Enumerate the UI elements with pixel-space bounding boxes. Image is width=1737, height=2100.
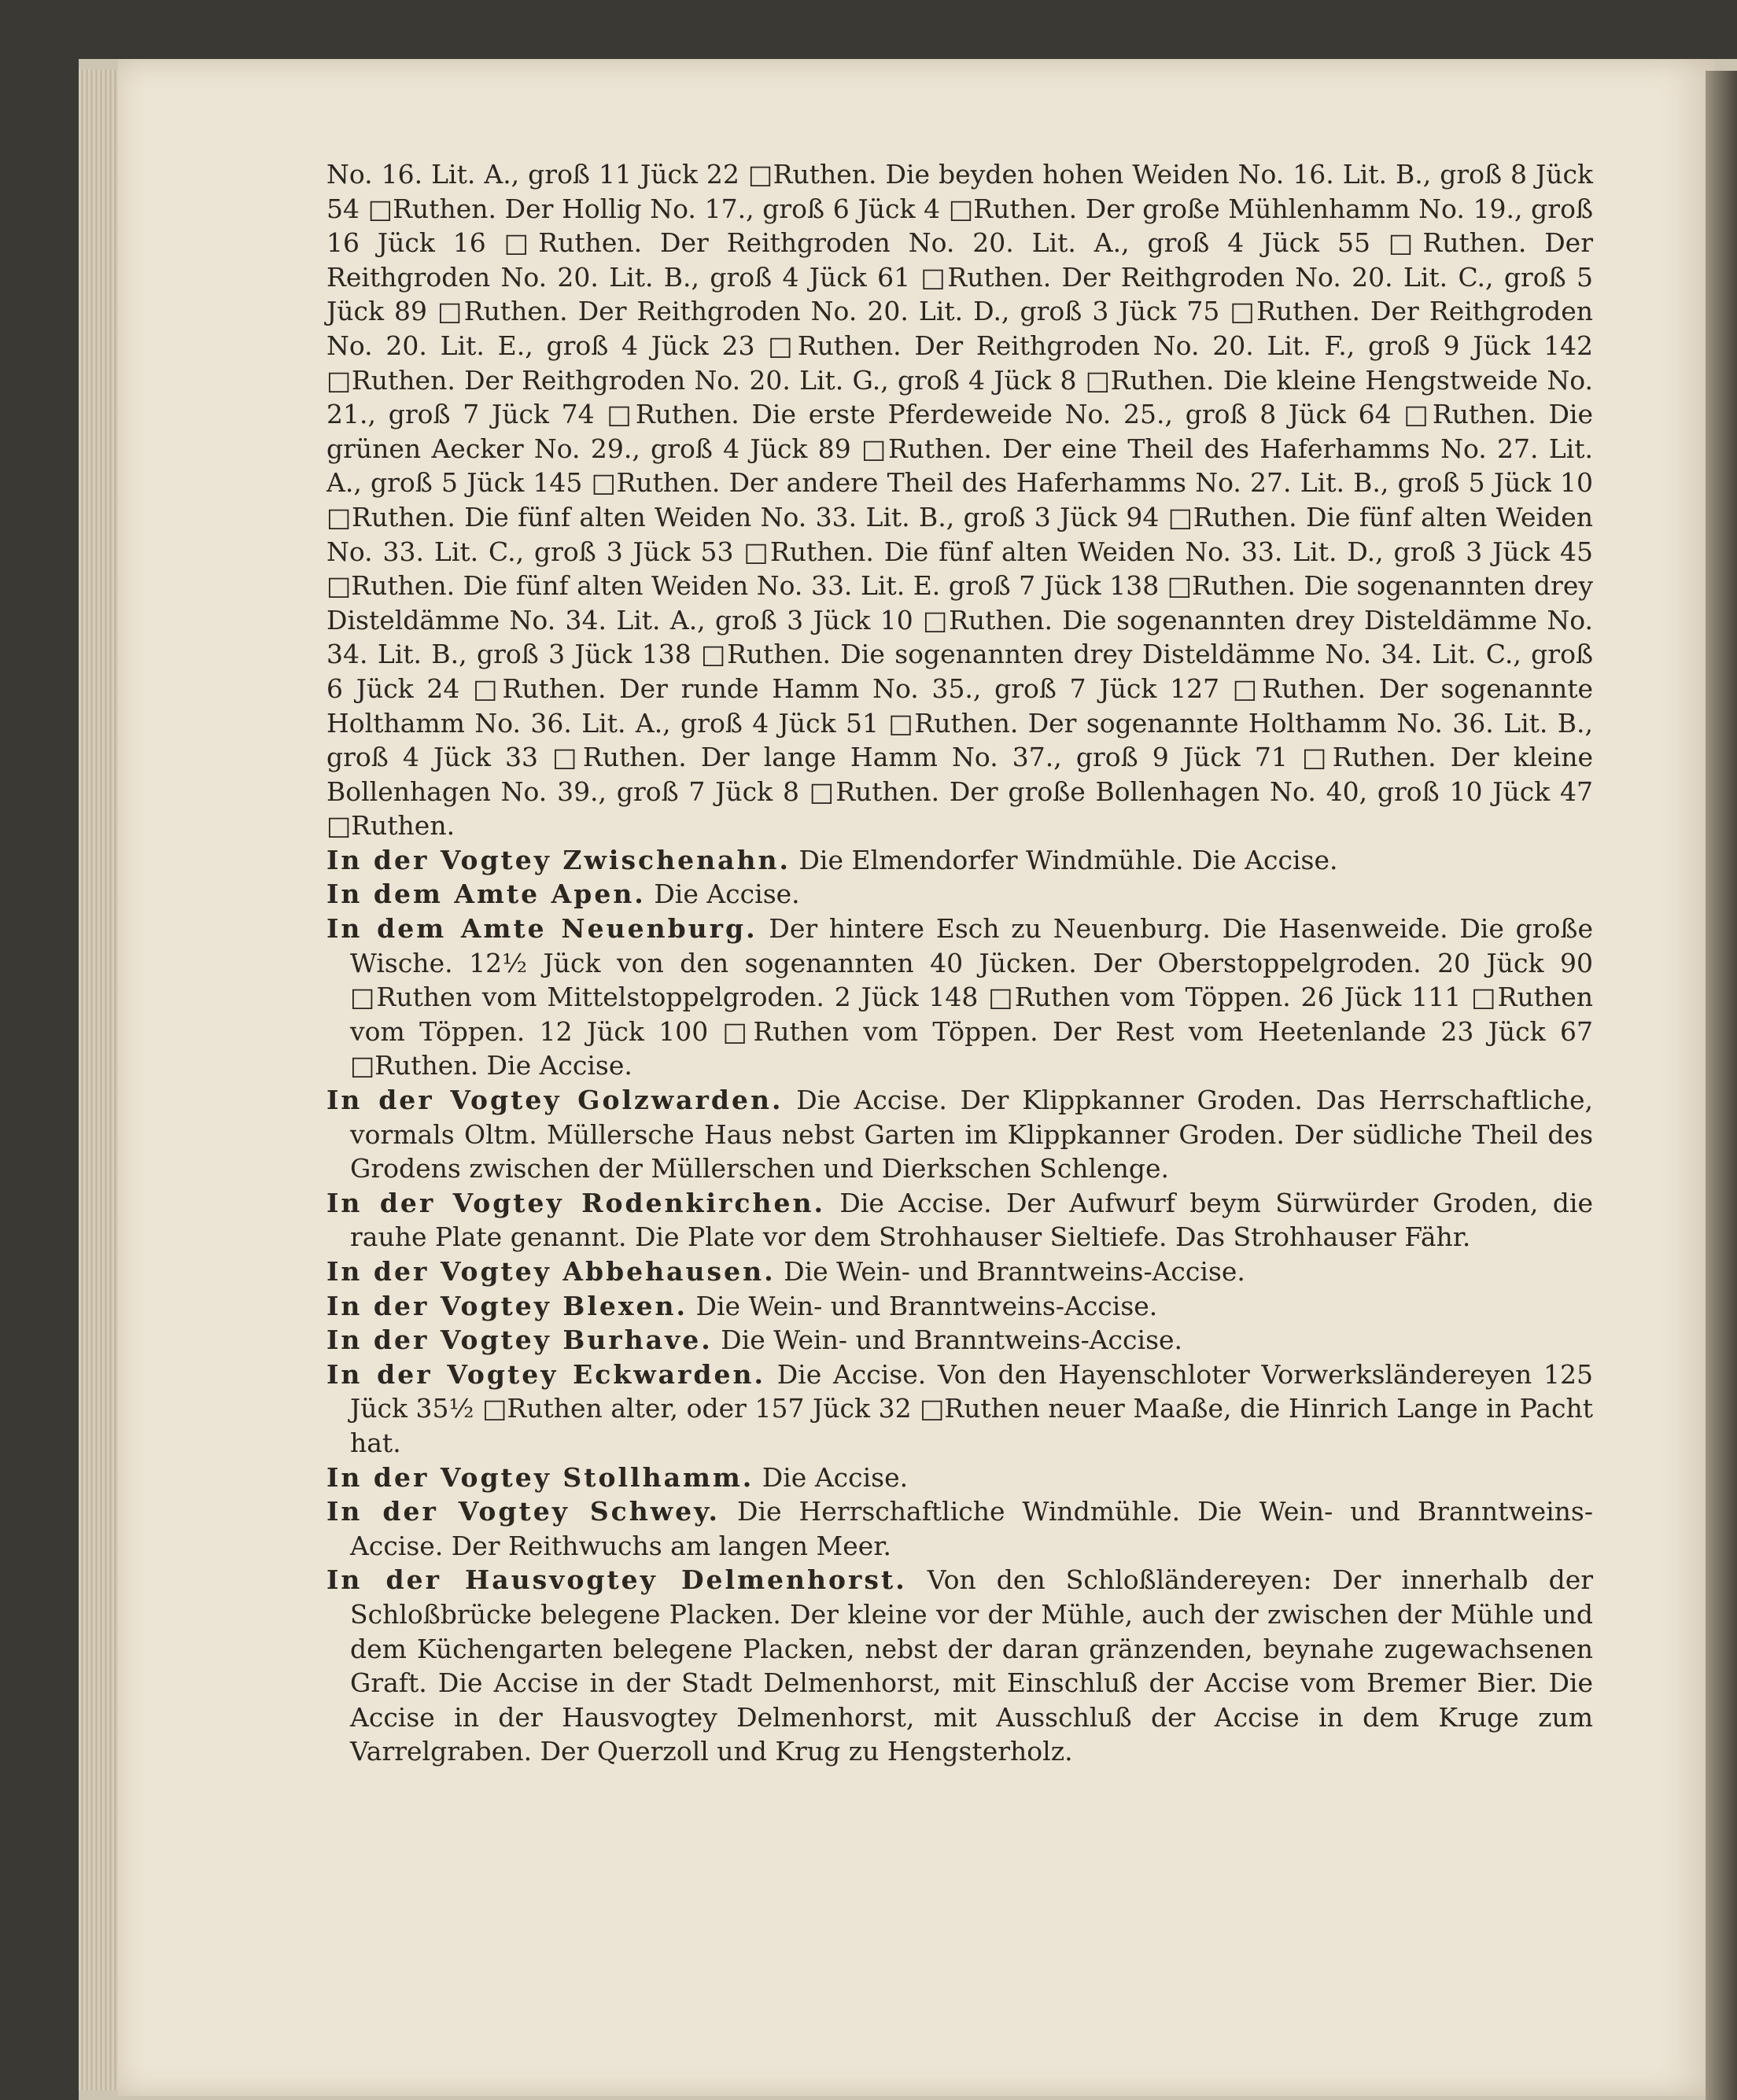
entry-text: Die Accise. Der Klippkanner Groden. Das Herrschaftliche, vormals Oltm. Müllersche Haus nebst Garten im Klippkanner Groden. Der südliche Theil des Grodens zwischen der Müllerschen und Dierkschen Schlenge. [350,1085,1594,1184]
entry-neuenburg [326,912,1593,1083]
entry-text: Die Accise. Von den Hayenschloter Vorwerksländereyen 125 Jück 35½ □Ruthen alter, oder 157 Jück 32 □Ruthen neuer Maaße, die Hinrich Lange in Pacht hat. [350,1358,1593,1458]
entry-rodenkirchen [326,1186,1593,1254]
opening-paragraph: No. 16. Lit. A., groß 11 Jück 22 □Ruthen. Die beyden hohen Weiden No. 16. Lit. B., groß 8 Jück 54 □Ruthen. Der Hollig No. 17., groß 6 Jück 4 □Ruthen. Der große Mühlenhamm No. 19., groß 16 Jück 16 □Ruthen. Der Reithgroden No. 20. Lit. A., groß 4 Jück 55 □Ruthen. Der Reithgroden No. 20. Lit. B., groß 4 Jück 61 □Ruthen. Der Reithgroden No. 20. Lit. C., groß 5 Jück 89 □Ruthen. Der Reithgroden No. 20. Lit. D., groß 3 Jück 75 □Ruthen. Der Reithgroden No. 20. Lit. E., groß 4 Jück 23 □Ruthen. Der Reithgroden No. 20. Lit. F., groß 9 Jück 142 □Ruthen. Der Reithgroden No. 20. Lit. G., groß 4 Jück 8 □Ruthen. Die kleine Hengstweide No. 21., groß 7 Jück 74 □Ruthen. Die erste Pferdeweide No. 25., groß 8 Jück 64 □Ruthen. Die grünen Aecker No. 29., groß 4 Jück 89 □Ruthen. Der eine Theil des Haferhamms No. 27. Lit. A., groß 5 Jück 145 □Ruthen. Der andere Theil des Haferhamms No. 27. Lit. B., groß 5 Jück 10 □Ruthen. Die fünf alten Weiden No. 33. Lit. B., groß 3 Jück 94 □Ruthen. Die fünf alten Weiden No. 33. Lit. C., groß 3 Jück 53 □Ruthen. Die fünf alten Weiden No. 33. Lit. D., groß 3 Jück 45 □Ruthen. Die fünf alten Weiden No. 33. Lit. E. groß 7 Jück 138 □Ruthen. Die sogenannten drey Disteldämme No. 34. Lit. A., groß 3 Jück 10 □Ruthen. Die sogenannten drey Disteldämme No. 34. Lit. B., groß 3 Jück 138 □Ruthen. Die sogenannten drey Disteldämme No. 34. Lit. C., groß 6 Jück 24 □Ruthen. Der runde Hamm No. 35., groß 7 Jück 127 □Ruthen. Der sogenannte Holthamm No. 36. Lit. A., groß 4 Jück 51 □Ruthen. Der sogenannte Holthamm No. 36. Lit. B., groß 4 Jück 33 □Ruthen. Der lange Hamm No. 37., groß 9 Jück 71 □Ruthen. Der kleine Bollenhagen No. 39., groß 7 Jück 8 □Ruthen. Der große Bollenhagen No. 40, groß 10 Jück 47 □Ruthen. [326,159,1593,842]
entry-lead: In dem Amte Neuenburg. [326,913,758,945]
entry-blexen [326,1289,1593,1324]
entry-delmenhorst [326,1563,1593,1769]
entry-lead: In der Vogtey Abbehausen. [326,1256,776,1287]
entry-text: Von den Schloßländereyen: Der innerhalb der Schloßbrücke belegene Placken. Der kleine vor der Mühle, auch der zwischen der Mühle und dem Küchengarten belegene Placken, nebst der daran gränzenden, beynahe zugewachsenen Graft. Die Accise in der Stadt Delmenhorst, mit Einschluß der Accise vom Bremer Bier. Die Accise in der Hausvogtey Delmenhorst, mit Ausschluß der Accise in dem Kruge zum Varrelgraben. Der Querzoll und Krug zu Hengsterholz. [350,1564,1593,1767]
entry-lead: In der Vogtey Blexen. [326,1290,688,1321]
entry-lead: In der Vogtey Rodenkirchen. [326,1187,825,1218]
entry-text: Die Wein- und Branntweins-Accise. [721,1324,1183,1356]
entry-lead: In der Hausvogtey Delmenhorst. [326,1564,907,1596]
entry-stollhamm [326,1461,1593,1495]
entry-lead: In der Vogtey Zwischenahn. [326,844,791,875]
entry-lead: In der Vogtey Stollhamm. [326,1461,754,1493]
entry-text: Die Herrschaftliche Windmühle. Die Wein- und Branntweins-Accise. Der Reithwuchs am langen Meer. [350,1496,1594,1561]
entry-lead: In der Vogtey Eckwarden. [326,1358,765,1390]
entry-text: Die Elmendorfer Windmühle. Die Accise. [798,844,1338,875]
entry-text: Die Wein- und Branntweins-Accise. [784,1256,1245,1287]
entry-zwischenahn [326,843,1593,878]
text-block [326,157,1593,1769]
entry-lead: In der Vogtey Schwey. [326,1496,721,1527]
entry-text: Die Accise. [762,1461,909,1493]
entry-lead: In der Vogtey Burhave. [326,1324,713,1356]
entry-eckwarden [326,1358,1593,1461]
entry-text: Der hintere Esch zu Neuenburg. Die Hasenweide. Die große Wische. 12½ Jück von den sogenannten 40 Jücken. Der Oberstoppelgroden. 20 Jück 90 □Ruthen vom Mittelstoppelgroden. 2 Jück 148 □Ruthen vom Töppen. 26 Jück 111 □Ruthen vom Töppen. 12 Jück 100 □Ruthen vom Töppen. Der Rest vom Heetenlande 23 Jück 67 □Ruthen. Die Accise. [350,913,1593,1081]
entry-burhave [326,1323,1593,1358]
entry-schwey [326,1494,1593,1563]
entry-text: Die Accise. [654,879,800,910]
entry-golzwarden [326,1083,1593,1186]
entry-text: Die Wein- und Branntweins-Accise. [695,1290,1158,1321]
entry-apen [326,877,1593,912]
entry-text: Die Accise. Der Aufwurf beym Sürwürder Groden, die rauhe Plate genannt. Die Plate vor dem Strohhauser Sieltiefe. Das Strohhauser Fähr. [350,1187,1593,1253]
gutter [1706,71,1737,2100]
entry-abbehausen [326,1254,1593,1289]
entry-lead: In dem Amte Apen. [326,879,646,910]
entry-lead: In der Vogtey Golzwarden. [326,1085,784,1116]
